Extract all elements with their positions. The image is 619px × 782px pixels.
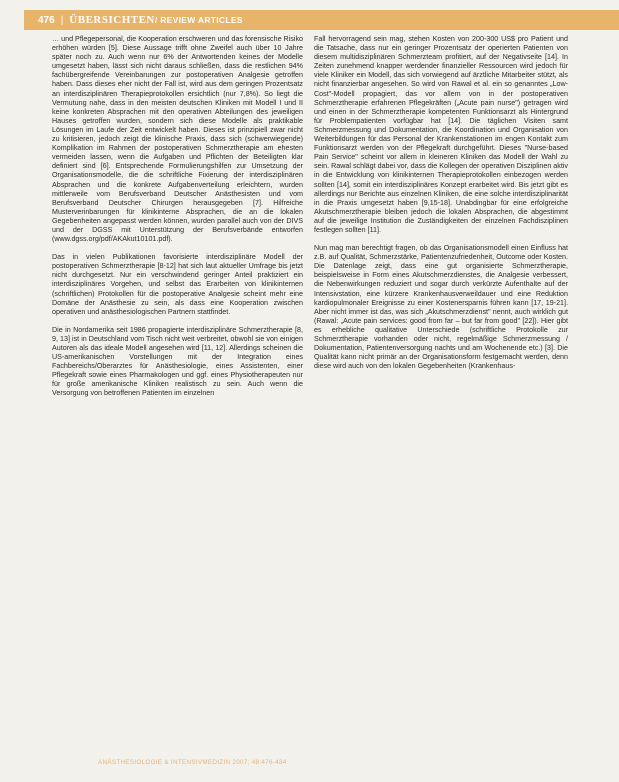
left-paragraph-2: Das in vielen Publikationen favorisierte interdisziplinäre Modell der postoperativen Schmerztherapie [8-12] hat sich laut aktueller Umfrage bis jetzt nicht durchgesetzt. Nur ein verschwindend geringer Anteil praktiziert ein interdisziplinäres Vorgehen, und selbst das Erarbeiten von klinikinternen (schriftlichen) Protokollen für die postoperative Analgesie scheint mehr eine Domäne der Anästhesie zu sein, als dass eine Kooperation zwischen operativen und anästhesiologischen Partnern stattfindet. — [52, 253, 303, 316]
journal-footer: ANÄSTHESIOLOGIE & INTENSIVMEDIZIN 2007; 48:476-484 — [98, 759, 287, 766]
right-paragraph-2: Nun mag man berechtigt fragen, ob das Organisationsmodell einen Einfluss hat z.B. auf Qualität, Schmerzstärke, Patientenzufriedenheit, Outcome oder Kosten. Die Datenlage zeigt, dass eine gut organisierte Schmerztherapie, beispielsweise in Form eines Akutschmerzdienstes, die Analgesie verbessert, die Nebenwirkungen reduziert und sogar durch verkürzte Aufenthalte auf der Intensivstation, eine kürzere Krankenhausverweildauer und eine Reduktion kardiopulmonaler Ereignisse zu einer Kostenersparnis führen kann [17, 19-21]. Aber nicht immer ist das, was sich „Akutschmerzdienst" nennt, auch wirklich gut (Rawal: „Acute pain services: good from far – but far from good" [22]). Hier gibt es erhebliche qualitative Unterschiede (schriftliche Protokolle zur Schmerztherapie vorhanden oder nicht, regelmäßige Schmerzmessung / Dokumentation, Patientenversorgung nachts und am Wochenende etc.) [3]. Die Qualität kann nicht primär an der Organisationsform festgemacht werden, denn diese wird auch von den lokalen Gegebenheiten (Krankenhaus- — [314, 244, 568, 371]
left-paragraph-3: Die in Nordamerika seit 1986 propagierte interdisziplinäre Schmerztherapie [8, 9, 13] ist in Deutschland vom Tisch nicht weit verbreitet, obwohl sie von einigen Autoren als das ideale Modell angesehen wird [11, 12]. Allerdings scheinen die US-amerikanischen Vorstellungen mit der Integration eines Fachbereichs/Oberarztes für Anästhesiologie, eines Assistenten, einer Pflegekraft sowie eines Pharmakologen und ggf. eines Physiotherapeuten nur für große amerikanische Kliniken realistisch zu sein. Auch wenn die Versorgung von betroffenen Patienten im einzelnen — [52, 325, 303, 398]
header-bar — [24, 10, 619, 30]
page-number: 476 — [38, 14, 55, 26]
left-paragraph-1: … und Pflegepersonal, die Kooperation erschweren und das forensische Risiko erhöhen würden [5]. Diese Aussage trifft ohne Zweifel auch über 10 Jahre später noch zu. Auch wenn nur 6% der Antwortenden keines der Modelle umgesetzt haben, lässt sich nicht daraus schließen, dass die restlichen 94% fachübergreifende Vereinbarungen zur postoperativen Analgesie getroffen haben. Dass dieses eher nicht der Fall ist, wird aus dem geringen Prozentsatz an interdisziplinären Therapieprotokollen ersichtlich (nur 7,8%). So liegt die Vermutung nahe, dass in den meisten deutschen Kliniken mit Modell I und II keine konkreten Absprachen mit den operativen Abteilungen des jeweiligen Hauses getroffen wurden, sondern sich diese Modelle als praktikable Lösungen im Laufe der Zeit entwickelt haben. Dieses ist prinzipiell zwar nicht zu kritisieren, jedoch zeigt die klinische Praxis, dass sich (schwerwiegende) Komplikation im Rahmen der postoperativen Schmerztherapie am ehesten vermeiden lassen, wenn die Aufgaben und Pflichten der Beteiligten klar definiert sind [6]. Entsprechende Formulierungshilfen zur Umsetzung der Organisationsmodelle, die die schriftliche Fixierung der interdisziplinären Absprachen und die konkrete Aufgabenverteilung erleichtern, wurden mittlerweile vom Berufsverband Deutscher Anästhesisten und vom Berufsverband Deutscher Chirurgen herausgegeben [7]. Hilfreiche Musterverinbarungen für klinikinterne Absprachen, die an die lokalen Gegebenheiten angepasst werden können, wurden parallel auch von der DIVS und der DGSS mit Unterstützung der Berufsverbände entworfen (www.dgss.org/pdf/AKAkut10101.pdf). — [52, 35, 303, 244]
section-title-de: ÜBERSICHTEN — [69, 14, 155, 26]
section-title-en: / REVIEW ARTICLES — [154, 15, 243, 25]
left-column — [52, 35, 303, 408]
header-separator: | — [60, 14, 64, 26]
right-paragraph-1: Fall hervorragend sein mag, stehen Kosten von 200-300 US$ pro Patient und die Tatsache, dass nur ein geringer Prozentsatz der operierten Patienten von diesem multidisziplinären Schmerzteam profitiert, auf der Negativseite [14]. In Zeiten zunehmend knapper werdender finanzieller Ressourcen wird jedoch für viele Kliniker ein Modell, das sich vorwiegend auf ärztliche Mitarbeiter stützt, als nicht finanzierbar angesehen. So wird von Rawal et al. ein so genanntes „Low-Cost"-Modell propagiert, das vor allem von in der postoperativen Schmerztherapie erfahrenen Pflegekräften („Acute pain nurse") getragen wird und einen in der Schmerztherapie kompetenten Funktionsarzt als Hintergrund für Problempatienten vorfügbar hat [14]. Die täglichen Visiten samt Schmerzmessung und Dokumentation, die Koordination und Organisation von Weiterbildungen für das Personal der Krankenstationen im engen Kontakt zum Funktionsarzt werden von der Pflegekraft durchgeführt. Dieses "Nurse-based Pain Service" scheint vor allem in kleineren Kliniken das Modell der Wahl zu sein. Rawal schlägt dabei vor, dass die Kollegen der operativen Disziplinen aktiv in die Entwicklung von klinikinternen Therapieprotokollen einbezogen werden sollten [14], somit ein interdisziplinäres Konzept erarbeitet wird. Bis jetzt gibt es allerdings nur Berichte aus einzelnen Kliniken, die eine solche interdisziplinarität in die Praxis umgesetzt haben [9,15-18]. Unabdingbar für eine erfolgreiche Akutschmerztherapie bleiben jedoch die lokalen Absprachen, die abgestimmt auf die jeweilige Institution die Zuständigkeiten der einzelnen Fachdisziplinen festlegen sollten [11]. — [314, 35, 568, 234]
right-column — [314, 35, 568, 380]
